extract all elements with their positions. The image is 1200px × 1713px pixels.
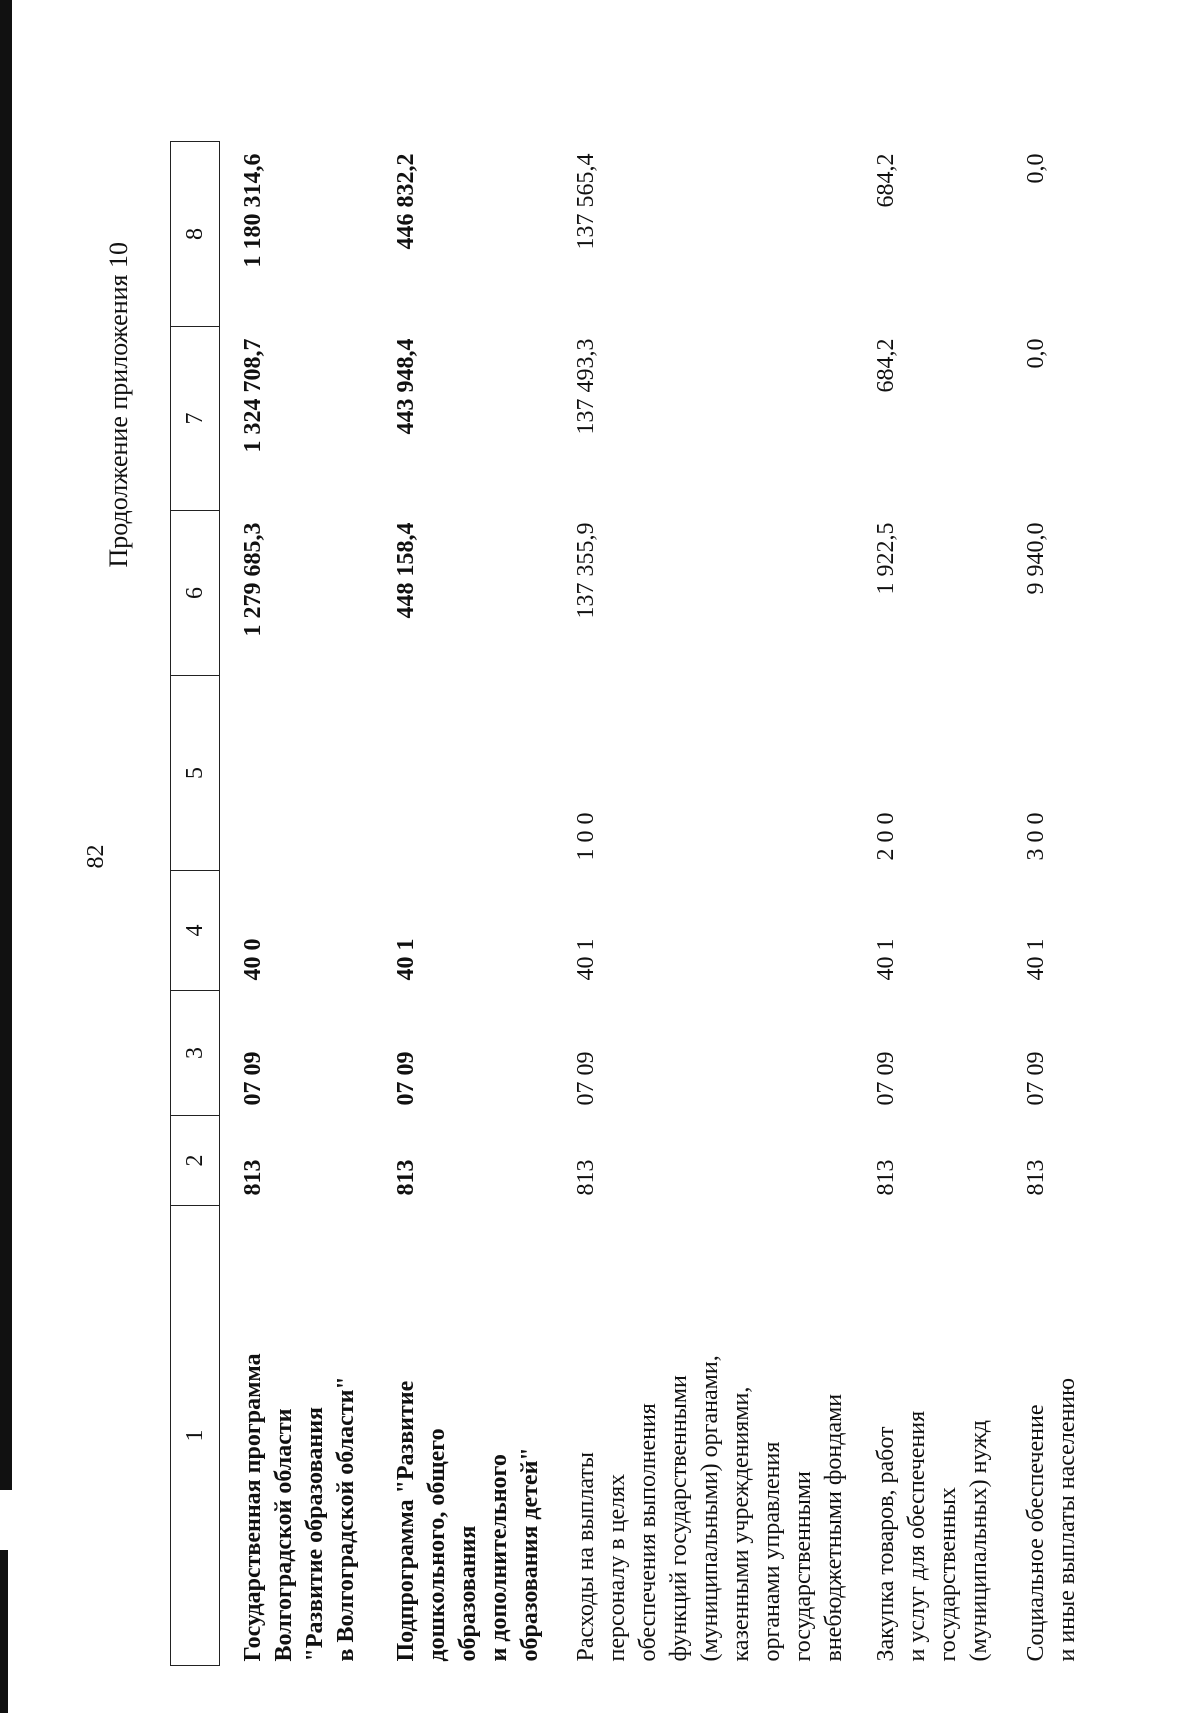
row-name-line: обеспечения выполнения	[634, 1403, 661, 1662]
cell-amount-3: 0,0	[1022, 153, 1049, 184]
cell-amount-2: 137 493,3	[572, 338, 599, 435]
row-name-line: в Волгоградской области"	[333, 1376, 359, 1662]
cell-program-code: 40 1	[872, 938, 899, 981]
row-name-line: казенными учреждениями,	[727, 1386, 754, 1662]
cell-program-code: 40 1	[392, 938, 419, 981]
row-name-line: Социальное обеспечение	[1022, 1404, 1049, 1662]
row-name-line: дошкольного, общего	[423, 1428, 450, 1662]
cell-expense-type: 1 0 0	[572, 812, 599, 861]
appendix-continuation-note: Продолжение приложения 10	[104, 242, 133, 568]
row-name-line: Закупка товаров, работ	[872, 1426, 899, 1662]
row-name-line: органами управления	[758, 1441, 785, 1662]
header-col-8: 8	[171, 142, 220, 327]
cell-amount-2: 1 324 708,7	[240, 338, 266, 453]
row-name-line: и дополнительного	[485, 1454, 512, 1662]
header-col-7: 7	[171, 327, 220, 511]
cell-expense-type: 3 0 0	[1022, 812, 1049, 861]
cell-program-code: 40 0	[240, 938, 266, 981]
row-name-line: "Развитие образования	[302, 1406, 328, 1662]
cell-amount-2: 0,0	[1022, 338, 1049, 369]
row-name	[553, 1206, 853, 1666]
cell-ministry-code: 813	[392, 1159, 419, 1196]
header-col-3: 3	[171, 991, 220, 1116]
cell-ministry-code: 813	[1022, 1159, 1049, 1196]
table-row	[1003, 142, 1093, 1666]
row-name-line: и услуг для обеспечения	[903, 1410, 930, 1662]
header-col-4: 4	[171, 871, 220, 991]
header-col-5: 5	[171, 676, 220, 871]
row-name-line: Государственная программа	[240, 1353, 266, 1662]
cell-amount-1: 1 279 685,3	[240, 522, 266, 637]
row-name-line: Расходы на выплаты	[572, 1452, 599, 1662]
cell-ministry-code: 813	[872, 1159, 899, 1196]
cell-ministry-code: 813	[240, 1159, 266, 1196]
cell-section-code: 07 09	[872, 1051, 899, 1106]
cell-amount-3: 684,2	[872, 153, 899, 208]
cell-section-code: 07 09	[392, 1051, 419, 1106]
cell-amount-3: 446 832,2	[392, 153, 419, 250]
header-row	[171, 142, 220, 1666]
cell-expense-type	[373, 676, 553, 871]
table-row	[853, 142, 1003, 1666]
cell-ministry-code: 813	[572, 1159, 599, 1196]
cell-section-code: 07 09	[1022, 1051, 1049, 1106]
row-name-line: образования детей"	[516, 1447, 543, 1662]
cell-amount-1: 9 940,0	[1022, 522, 1049, 595]
row-name	[853, 1206, 1003, 1666]
cell-expense-type	[220, 676, 373, 871]
table-row	[373, 142, 553, 1666]
cell-expense-type: 2 0 0	[872, 812, 899, 861]
cell-amount-1: 448 158,4	[392, 522, 419, 619]
cell-amount-2: 443 948,4	[392, 338, 419, 435]
row-name-line: внебюджетными фондами	[820, 1393, 847, 1662]
row-name-line: Волгоградской области	[271, 1408, 297, 1662]
row-name	[373, 1206, 553, 1666]
cell-section-code: 07 09	[240, 1051, 266, 1106]
cell-program-code: 40 1	[1022, 938, 1049, 981]
row-name	[1003, 1206, 1093, 1666]
cell-program-code: 40 1	[572, 938, 599, 981]
row-name-line: государственных	[934, 1487, 961, 1662]
row-name	[220, 1206, 373, 1666]
page-number: 82	[83, 844, 109, 869]
cell-section-code: 07 09	[572, 1051, 599, 1106]
row-name-line: и иные выплаты населению	[1053, 1377, 1080, 1662]
header-col-2: 2	[171, 1116, 220, 1206]
row-name-line: функций государственными	[665, 1375, 692, 1662]
cell-amount-2: 684,2	[872, 338, 899, 393]
row-name-line: персоналу в целях	[603, 1473, 630, 1662]
row-name-line: образования	[454, 1525, 481, 1662]
row-name-line: государственными	[789, 1471, 816, 1662]
cell-amount-1: 1 922,5	[872, 522, 899, 595]
cell-amount-3: 1 180 314,6	[240, 153, 266, 268]
cell-amount-3: 137 565,4	[572, 153, 599, 250]
table-row	[553, 142, 853, 1666]
row-name-line: (муниципальных) нужд	[965, 1420, 992, 1662]
header-col-1: 1	[171, 1206, 220, 1666]
header-col-6: 6	[171, 511, 220, 676]
cell-amount-1: 137 355,9	[572, 522, 599, 619]
budget-table	[170, 141, 1093, 1666]
row-name-line: Подпрограмма "Развитие	[392, 1380, 419, 1662]
table-row	[220, 142, 373, 1666]
row-name-line: (муниципальными) органами,	[696, 1355, 723, 1662]
